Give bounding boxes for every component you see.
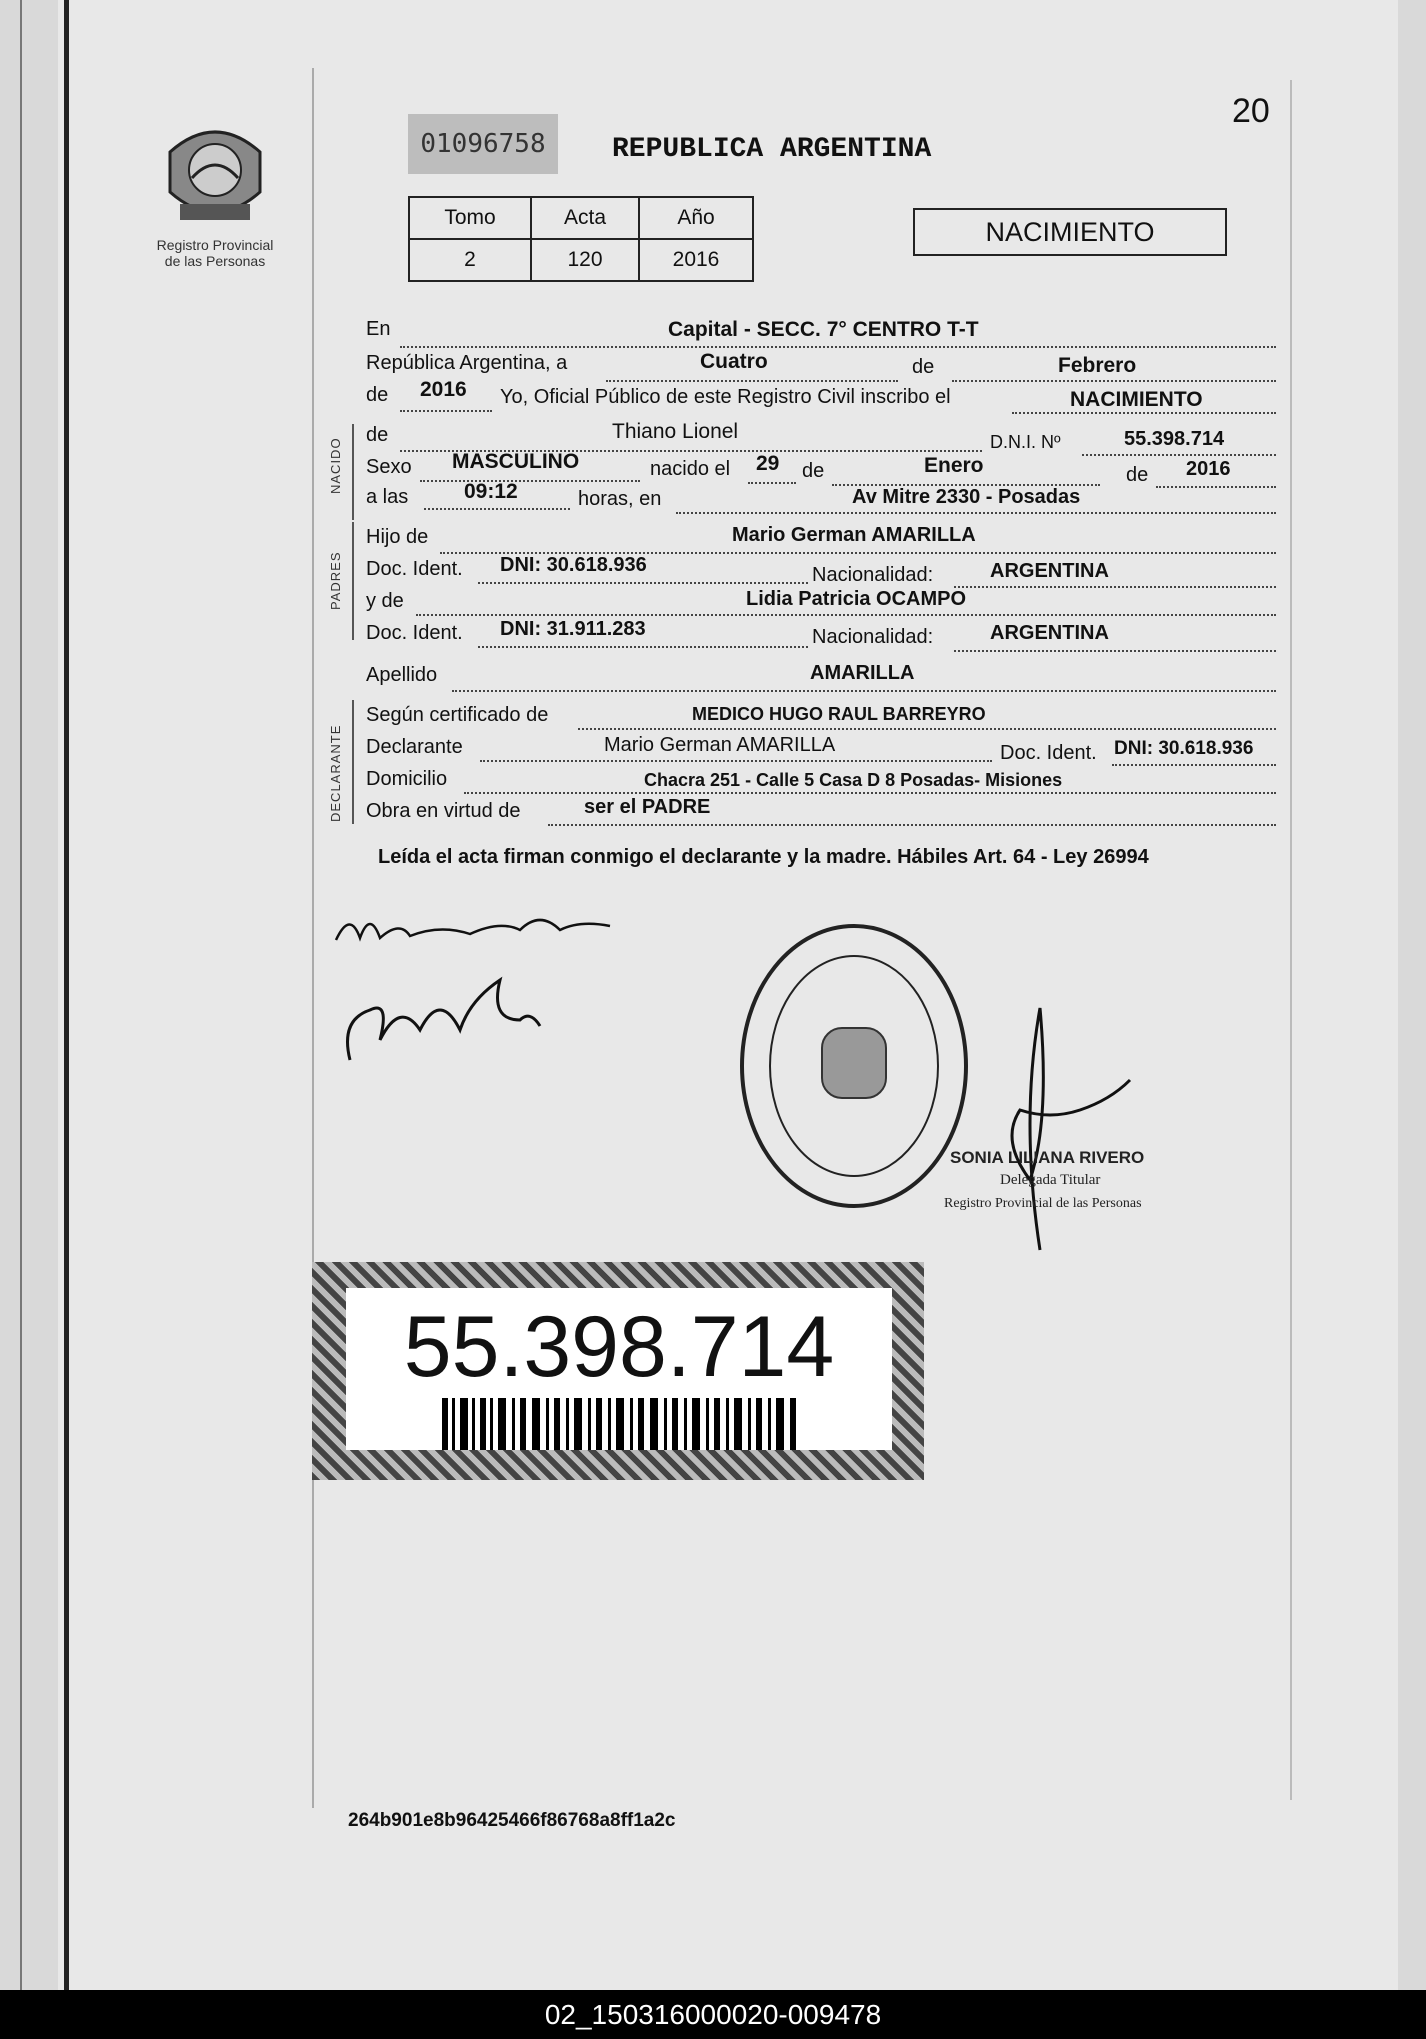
label-a-las: a las (366, 486, 409, 508)
label-horas-en: horas, en (578, 488, 662, 510)
label-declarante: Declarante (366, 736, 463, 758)
dotted-line (748, 482, 796, 484)
barcode-bars-icon (442, 1398, 802, 1450)
label-republica: República Argentina, a (366, 352, 568, 374)
value-lugar-nac: Av Mitre 2330 - Posadas (852, 486, 1081, 508)
dotted-line (1082, 454, 1276, 456)
document-sheet (58, 0, 1398, 1990)
register-table (408, 196, 754, 282)
logo-caption-2: de las Personas (164, 253, 266, 269)
label-doc-declarante: Doc. Ident. (1000, 742, 1097, 764)
value-padre-nac: ARGENTINA (990, 560, 1109, 582)
barcode-label (346, 1288, 892, 1450)
value-obra: ser el PADRE (584, 796, 711, 818)
label-hijo-de: Hijo de (366, 526, 429, 548)
value-madre: Lidia Patricia OCAMPO (746, 588, 967, 610)
label-nac-madre: Nacionalidad: (812, 626, 934, 648)
page-edge-line (20, 0, 22, 1990)
value-tomo: 2 (409, 239, 531, 281)
dotted-line (400, 410, 492, 412)
label-yo-oficial: Yo, Oficial Público de este Registro Civil inscribo el (500, 386, 951, 408)
dotted-line (954, 650, 1276, 652)
label-segun: Según certificado de (366, 704, 549, 726)
value-nac-mes: Enero (924, 454, 984, 477)
value-sexo: MASCULINO (452, 450, 580, 473)
dotted-line (1112, 764, 1276, 766)
value-anio: 2016 (639, 239, 753, 281)
label-doc-padre: Doc. Ident. (366, 558, 463, 580)
value-domicilio: Chacra 251 - Calle 5 Casa D 8 Posadas- Misiones (644, 770, 1063, 790)
dotted-line (578, 728, 1276, 730)
value-acta: 120 (531, 239, 639, 281)
official-office: Registro Provincial de las Personas (944, 1196, 1142, 1211)
document-hash: 264b901e8b96425466f86768a8ff1a2c (348, 1810, 676, 1831)
dotted-line (424, 508, 570, 510)
official-stamp-icon (734, 916, 974, 1216)
dotted-line (1012, 412, 1276, 414)
dotted-line (478, 582, 808, 584)
page-number: 20 (1232, 92, 1270, 130)
value-dni: 55.398.714 (1124, 428, 1225, 450)
dotted-line (606, 380, 898, 382)
dotted-line (954, 586, 1276, 588)
label-de-anio: de (1126, 464, 1149, 486)
label-nac-padre: Nacionalidad: (812, 564, 934, 586)
label-de-name: de (366, 424, 389, 446)
section-divider (352, 424, 354, 520)
header-acta: Acta (531, 197, 639, 239)
value-certificado: MEDICO HUGO RAUL BARREYRO (692, 704, 986, 724)
dotted-line (1156, 486, 1276, 488)
dotted-line (952, 380, 1276, 382)
label-de-year: de (366, 384, 389, 406)
logo-caption-1: Registro Provincial (156, 237, 274, 253)
label-doc-madre: Doc. Ident. (366, 622, 463, 644)
dotted-line (548, 824, 1276, 826)
value-apellido: AMARILLA (810, 662, 915, 684)
value-anio: 2016 (420, 378, 467, 401)
value-padre: Mario German AMARILLA (732, 524, 976, 546)
dotted-line (416, 614, 1276, 616)
value-nombre: Thiano Lionel (612, 420, 739, 443)
value-nac-dia: 29 (756, 452, 780, 475)
label-dni: D.N.I. Nº (990, 432, 1061, 452)
label-apellido: Apellido (366, 664, 438, 686)
binding-edge (64, 0, 69, 1990)
label-nacido-el: nacido el (650, 458, 731, 480)
section-divider (352, 700, 354, 824)
label-domicilio: Domicilio (366, 768, 448, 790)
value-hora: 09:12 (464, 480, 518, 503)
scan-footer: 02_150316000020-009478 (0, 1990, 1426, 2039)
barcode-panel (312, 1262, 924, 1480)
value-madre-nac: ARGENTINA (990, 622, 1109, 644)
section-divider (352, 522, 354, 640)
label-obra: Obra en virtud de (366, 800, 521, 822)
dotted-line (478, 646, 808, 648)
value-madre-doc: DNI: 31.911.283 (500, 618, 646, 640)
dotted-line (452, 690, 1276, 692)
side-label-padres: PADRES (328, 551, 343, 610)
serial-number: 01096758 (408, 114, 558, 174)
barcode-number: 55.398.714 (403, 1299, 835, 1395)
frame-right-line (1290, 80, 1292, 1800)
value-mes: Febrero (1058, 354, 1137, 377)
label-de: de (912, 356, 935, 378)
header-tomo: Tomo (409, 197, 531, 239)
value-padre-doc: DNI: 30.618.936 (500, 554, 647, 576)
signatures-icon (330, 900, 630, 1080)
dotted-line (676, 512, 1276, 514)
dotted-line (480, 760, 992, 762)
official-signature-icon (960, 1000, 1160, 1260)
act-type-box: NACIMIENTO (913, 208, 1227, 256)
label-sexo: Sexo (366, 456, 412, 478)
label-de-mes: de (802, 460, 825, 482)
misiones-seal-icon (160, 112, 270, 232)
header-anio: Año (639, 197, 753, 239)
label-en: En (366, 318, 391, 340)
value-dia: Cuatro (700, 350, 768, 373)
side-label-declarante: DECLARANTE (328, 724, 343, 822)
dotted-line (400, 346, 1276, 348)
value-acto: NACIMIENTO (1070, 388, 1203, 411)
value-declarante-doc: DNI: 30.618.936 (1114, 738, 1254, 759)
document-title: REPUBLICA ARGENTINA (612, 134, 932, 165)
value-nac-anio: 2016 (1186, 458, 1231, 480)
side-label-nacido: NACIDO (328, 437, 343, 494)
dotted-line (464, 792, 1276, 794)
closing-note: Leída el acta firman conmigo el declarante y la madre. Hábiles Art. 64 - Ley 26994 (378, 846, 1149, 868)
official-role: Delegada Titular (1000, 1172, 1101, 1188)
label-y-de: y de (366, 590, 404, 612)
value-lugar: Capital - SECC. 7° CENTRO T-T (668, 318, 979, 341)
dotted-line (420, 480, 640, 482)
provincial-logo (150, 112, 280, 269)
value-declarante: Mario German AMARILLA (604, 734, 836, 756)
official-name: SONIA LILIANA RIVERO (950, 1148, 1145, 1167)
frame-left-line (312, 68, 314, 1808)
